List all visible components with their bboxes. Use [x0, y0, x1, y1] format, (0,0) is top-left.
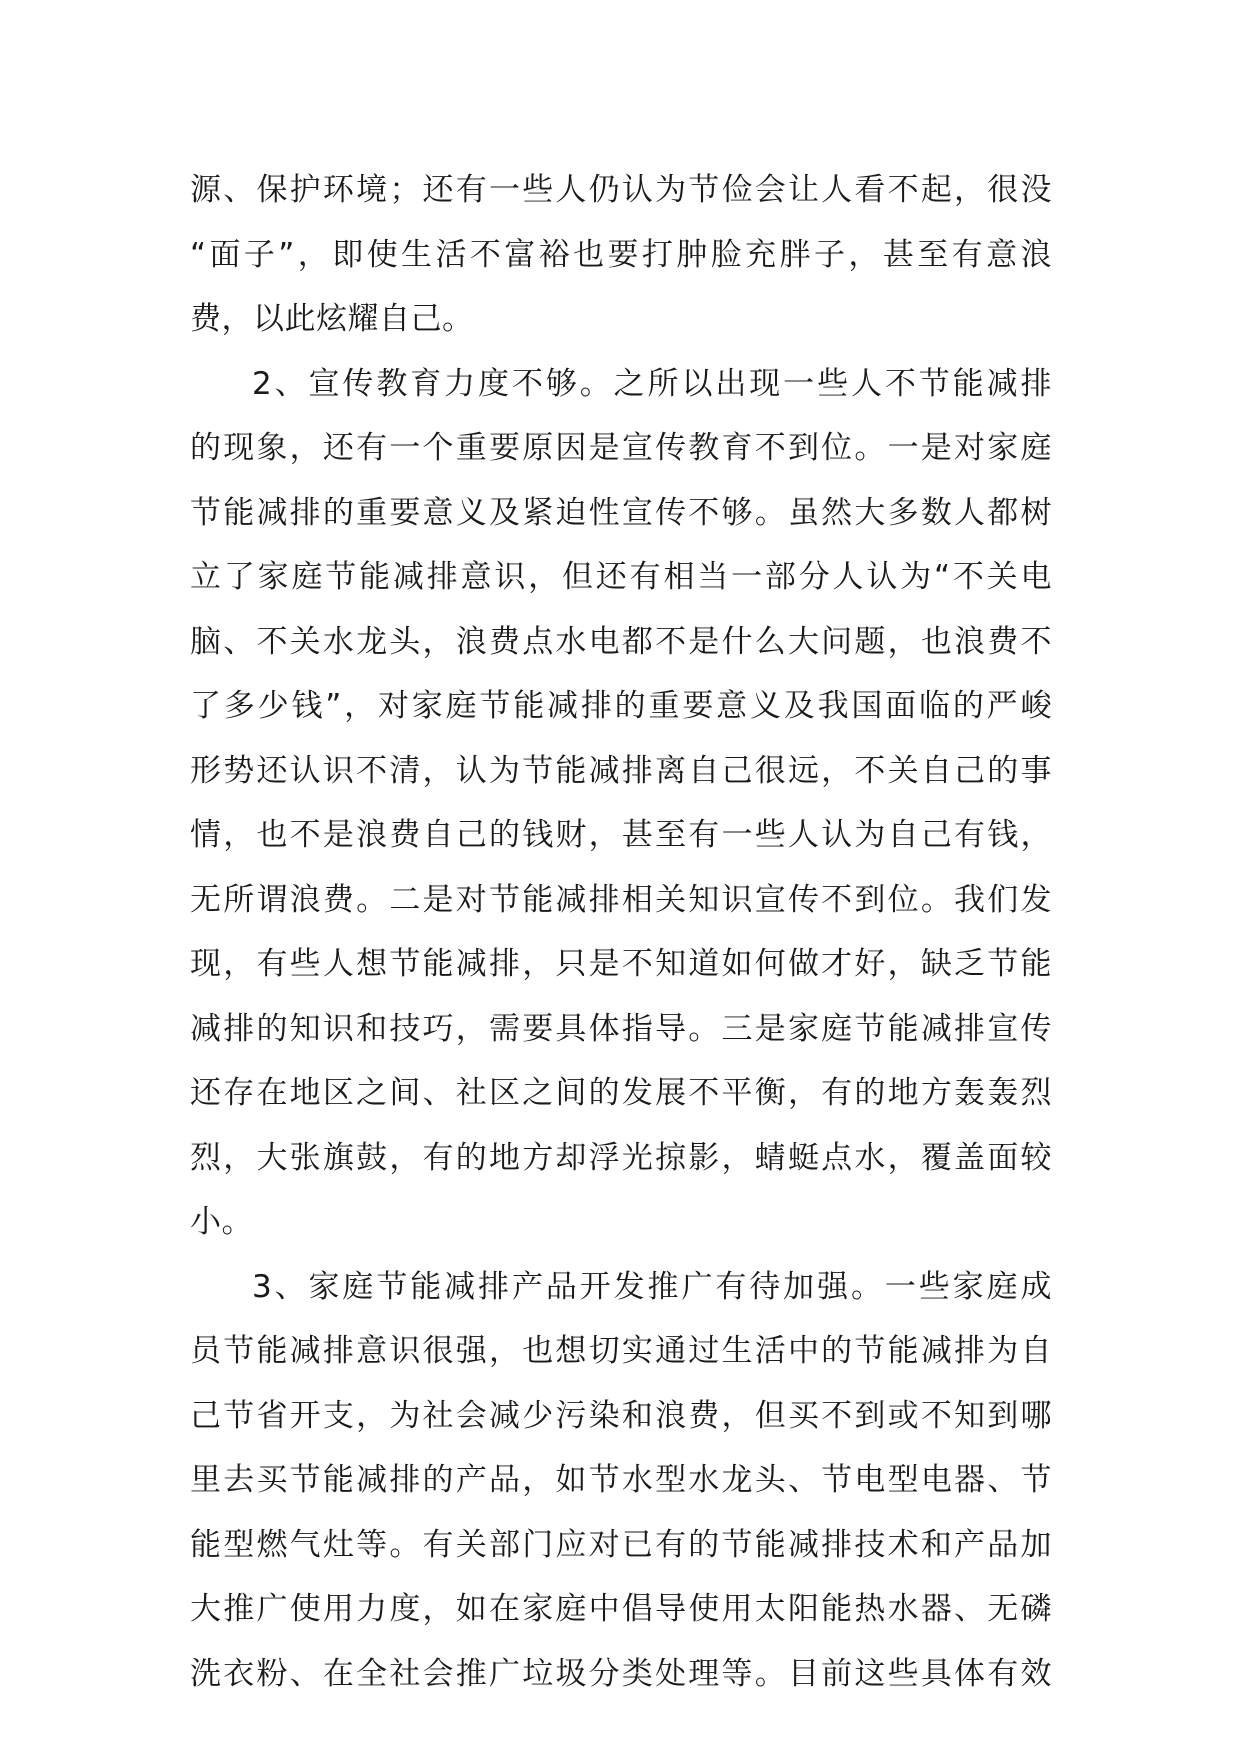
text-line: 烈，大张旗鼓，有的地方却浮光掠影，蜻蜓点水，覆盖面较: [190, 1139, 1052, 1176]
text-line: 脑、不关水龙头，浪费点水电都不是什么大问题，也浪费不: [190, 623, 1052, 660]
text-line: 现，有些人想节能减排，只是不知道如何做才好，缺乏节能: [190, 946, 1052, 982]
text-line: 了多少钱”，对家庭节能减排的重要意义及我国面临的严峻: [190, 688, 1052, 724]
text-line: “面子”，即使生活不富裕也要打肿脸充胖子，甚至有意浪: [190, 236, 1052, 273]
text-line: 己节省开支，为社会减少污染和浪费，但买不到或不知到哪: [190, 1397, 1052, 1434]
text-line: 减排的知识和技巧，需要具体指导。三是家庭节能减排宣传: [190, 1010, 1052, 1047]
text-line: 大推广使用力度，如在家庭中倡导使用太阳能热水器、无磷: [190, 1591, 1052, 1627]
text-line: 情，也不是浪费自己的钱财，甚至有一些人认为自己有钱，: [190, 817, 1052, 853]
paragraph-3: [190, 1255, 1052, 1707]
text-line: 洗衣粉、在全社会推广垃圾分类处理等。目前这些具体有效: [190, 1655, 1052, 1692]
body-text: [190, 158, 1052, 1706]
text-line: 源、保护环境；还有一些人仍认为节俭会让人看不起，很没: [190, 172, 1052, 208]
paragraph-2: [190, 352, 1052, 1255]
text-line: 节能减排的重要意义及紧迫性宣传不够。虽然大多数人都树: [190, 494, 1052, 531]
text-line: 能型燃气灶等。有关部门应对已有的节能减排技术和产品加: [190, 1526, 1052, 1563]
text-line: 立了家庭节能减排意识，但还有相当一部分人认为“不关电: [190, 559, 1052, 595]
text-line: 的现象，还有一个重要原因是宣传教育不到位。一是对家庭: [190, 430, 1052, 466]
paragraph-continuation: [190, 158, 1052, 352]
text-line: 2、宣传教育力度不够。之所以出现一些人不节能减排: [252, 365, 1052, 402]
text-line: 员节能减排意识很强，也想切实通过生活中的节能减排为自: [190, 1333, 1052, 1369]
text-line: 还存在地区之间、社区之间的发展不平衡，有的地方轰轰烈: [190, 1075, 1052, 1111]
text-line: 形势还认识不清，认为节能减排离自己很远，不关自己的事: [190, 752, 1052, 789]
text-line: 费，以此炫耀自己。: [190, 301, 474, 337]
text-line: 3、家庭节能减排产品开发推广有待加强。一些家庭成: [252, 1268, 1052, 1305]
text-line: 无所谓浪费。二是对节能减排相关知识宣传不到位。我们发: [190, 881, 1052, 918]
text-line: 小。: [190, 1204, 253, 1240]
text-line: 里去买节能减排的产品，如节水型水龙头、节电型电器、节: [190, 1462, 1052, 1498]
